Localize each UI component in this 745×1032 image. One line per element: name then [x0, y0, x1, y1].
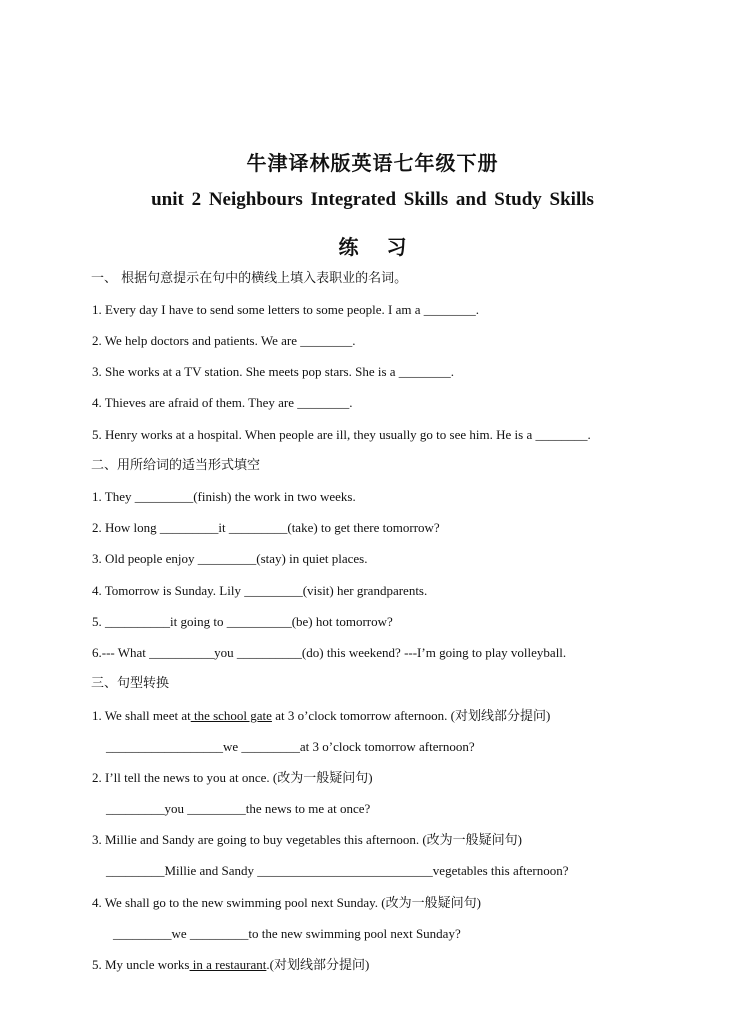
s3-answer-1: __________________we _________at 3 o’clock tomorrow afternoon?	[106, 739, 475, 754]
s3-question-4: 4. We shall go to the new swimming pool next Sunday. (改为一般疑问句)	[92, 895, 481, 910]
s2-question-3: 3. Old people enjoy _________(stay) in quiet places.	[92, 551, 368, 566]
section-heading: 练习	[338, 237, 435, 259]
s1-question-1: 1. Every day I have to send some letters to some people. I am a ________.	[92, 302, 480, 317]
section-3-title: 三、句型转换	[91, 676, 170, 691]
s3-q5-prefix: 5. My uncle works	[92, 957, 190, 972]
s3-answer-3: _________Millie and Sandy ___________________________vegetables this afternoon?	[106, 863, 569, 878]
s3-q1-underlined: the school gate	[190, 708, 272, 723]
s3-q5-suffix: .(对划线部分提问)	[266, 957, 370, 972]
document-subtitle: unit 2 Neighbours Integrated Skills and Study Skills	[151, 189, 594, 210]
s3-question-3: 3. Millie and Sandy are going to buy vegetables this afternoon. (改为一般疑问句)	[92, 832, 523, 847]
s2-question-5: 5. __________it going to __________(be) hot tomorrow?	[92, 614, 393, 629]
s2-question-2: 2. How long _________it _________(take) to get there tomorrow?	[92, 520, 440, 535]
s2-question-4: 4. Tomorrow is Sunday. Lily _________(visit) her grandparents.	[92, 583, 428, 598]
s3-question-5	[92, 956, 369, 974]
s2-question-1: 1. They _________(finish) the work in two weeks.	[92, 489, 356, 504]
section-1-title: 一、 根据句意提示在句中的横线上填入表职业的名词。	[91, 271, 408, 286]
s1-question-5: 5. Henry works at a hospital. When people are ill, they usually go to see him. He is a ________.	[92, 427, 591, 442]
s1-question-4: 4. Thieves are afraid of them. They are ________.	[92, 395, 353, 410]
s3-q1-prefix: 1. We shall meet at	[92, 708, 191, 723]
s3-answer-2: _________you _________the news to me at once?	[106, 801, 371, 816]
s1-question-3: 3. She works at a TV station. She meets pop stars. She is a ________.	[92, 364, 455, 379]
s3-question-1	[92, 707, 550, 725]
s3-answer-4: _________we _________to the new swimming pool next Sunday?	[113, 926, 461, 941]
document-title: 牛津译林版英语七年级下册	[246, 153, 499, 175]
s3-question-2: 2. I’ll tell the news to you at once. (改为一般疑问句)	[92, 770, 373, 785]
section-2-title: 二、用所给词的适当形式填空	[91, 458, 261, 473]
s2-question-6: 6.--- What __________you __________(do) this weekend? ---I’m going to play volleyball.	[92, 645, 567, 660]
s3-q5-underlined: in a restaurant	[189, 957, 267, 972]
s3-q1-suffix: at 3 o’clock tomorrow afternoon. (对划线部分提问)	[271, 708, 551, 723]
s1-question-2: 2. We help doctors and patients. We are ________.	[92, 333, 356, 348]
